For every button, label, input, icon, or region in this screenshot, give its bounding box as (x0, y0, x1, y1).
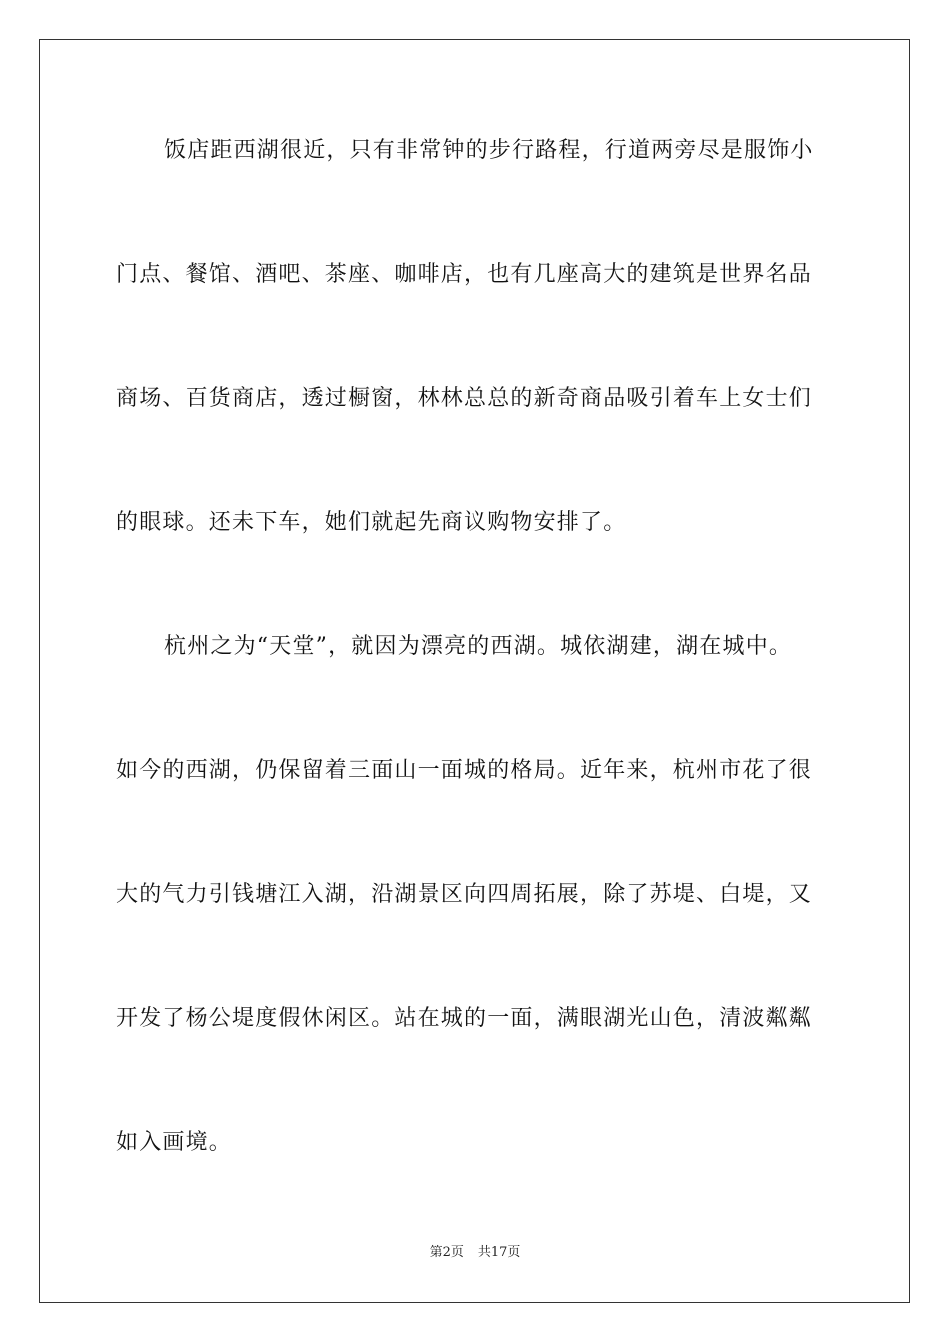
paragraph-2-line-1: 杭州之为“天堂”，就因为漂亮的西湖。城依湖建，湖在城中。 (164, 634, 793, 659)
page-footer (0, 1244, 950, 1262)
paragraph-2-line-5: 如入画境。 (116, 1130, 233, 1155)
paragraph-2-line-3: 大的气力引钱塘江入湖，沿湖景区向四周拓展，除了苏堤、白堤，又 (116, 882, 813, 907)
paragraph-2-line-2: 如今的西湖，仍保留着三面山一面城的格局。近年来，杭州市花了很 (116, 758, 813, 783)
paragraph-1-line-1: 饭店距西湖很近，只有非常钟的步行路程，行道两旁尽是服饰小 (164, 138, 814, 163)
page-total: 共17页 (477, 1245, 521, 1260)
paragraph-2-line-4: 开发了杨公堤度假休闲区。站在城的一面，满眼湖光山色，清波粼粼 (116, 1006, 813, 1031)
page-number: 第2页 (429, 1245, 464, 1260)
paragraph-1-line-3: 商场、百货商店，透过橱窗，林林总总的新奇商品吸引着车上女士们 (116, 386, 813, 411)
paragraph-1-line-2: 门点、餐馆、酒吧、茶座、咖啡店，也有几座高大的建筑是世界名品 (116, 262, 813, 287)
paragraph-1-line-4: 的眼球。还未下车，她们就起先商议购物安排了。 (116, 510, 627, 535)
page-frame (39, 39, 910, 1303)
